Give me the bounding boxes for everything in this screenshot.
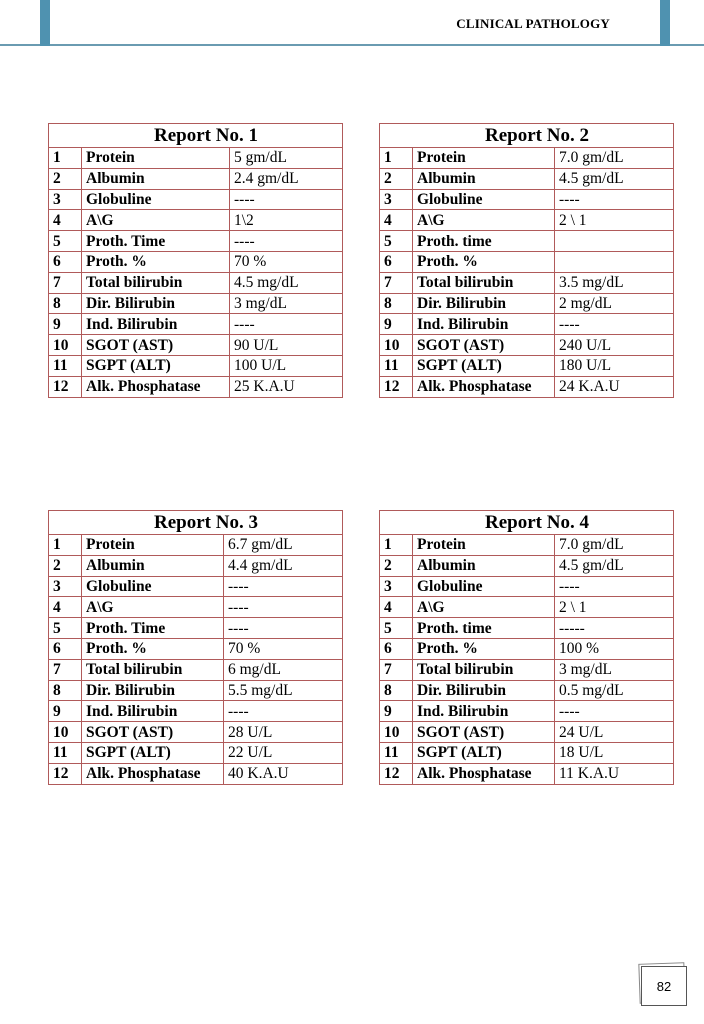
test-value: 24 U/L bbox=[555, 722, 674, 743]
test-name: Globuline bbox=[82, 576, 224, 597]
report-title: Report No. 4 bbox=[380, 511, 674, 535]
test-value: 3.5 mg/dL bbox=[555, 272, 674, 293]
test-name: Alk. Phosphatase bbox=[413, 763, 555, 784]
table-row bbox=[380, 597, 674, 618]
table-row bbox=[380, 251, 674, 272]
test-name: A\G bbox=[82, 597, 224, 618]
row-number: 12 bbox=[380, 763, 413, 784]
table-row bbox=[49, 576, 343, 597]
row-number: 8 bbox=[49, 293, 82, 314]
test-name: Total bilirubin bbox=[82, 659, 224, 680]
table-row bbox=[49, 272, 343, 293]
table-row bbox=[49, 638, 343, 659]
test-value bbox=[555, 231, 674, 252]
test-name: Protein bbox=[413, 535, 555, 556]
test-name: Proth. Time bbox=[82, 231, 230, 252]
row-number: 4 bbox=[49, 210, 82, 231]
row-number: 9 bbox=[380, 314, 413, 335]
table-row bbox=[380, 555, 674, 576]
test-value: 5.5 mg/dL bbox=[224, 680, 343, 701]
table-row bbox=[49, 742, 343, 763]
row-number: 2 bbox=[380, 555, 413, 576]
row-number: 11 bbox=[49, 355, 82, 376]
table-row bbox=[380, 742, 674, 763]
test-name: Alk. Phosphatase bbox=[82, 376, 230, 397]
table-row bbox=[380, 535, 674, 556]
test-name: Alk. Phosphatase bbox=[82, 763, 224, 784]
table-row bbox=[380, 148, 674, 169]
table-row bbox=[49, 535, 343, 556]
test-name: Proth. time bbox=[413, 231, 555, 252]
row-number: 7 bbox=[380, 659, 413, 680]
table-row bbox=[380, 272, 674, 293]
row-number: 4 bbox=[380, 597, 413, 618]
row-number: 1 bbox=[49, 535, 82, 556]
row-number: 2 bbox=[380, 168, 413, 189]
test-name: Protein bbox=[82, 148, 230, 169]
table-row bbox=[380, 680, 674, 701]
test-name: SGOT (AST) bbox=[82, 722, 224, 743]
test-value: 4.5 mg/dL bbox=[230, 272, 343, 293]
row-number: 3 bbox=[380, 189, 413, 210]
test-name: Albumin bbox=[82, 168, 230, 189]
test-name: Proth. % bbox=[413, 251, 555, 272]
row-number: 12 bbox=[49, 763, 82, 784]
row-number: 9 bbox=[49, 314, 82, 335]
test-name: Globuline bbox=[413, 576, 555, 597]
row-number: 6 bbox=[380, 251, 413, 272]
test-value: 7.0 gm/dL bbox=[555, 535, 674, 556]
row-number: 9 bbox=[380, 701, 413, 722]
test-value: 3 mg/dL bbox=[555, 659, 674, 680]
table-row bbox=[380, 722, 674, 743]
test-name: SGPT (ALT) bbox=[413, 742, 555, 763]
test-value: 25 K.A.U bbox=[230, 376, 343, 397]
test-name: Dir. Bilirubin bbox=[413, 680, 555, 701]
table-row bbox=[49, 168, 343, 189]
test-value: 100 U/L bbox=[230, 355, 343, 376]
test-name: Globuline bbox=[413, 189, 555, 210]
table-row bbox=[49, 597, 343, 618]
table-row bbox=[49, 314, 343, 335]
report-table-1 bbox=[48, 123, 343, 398]
row-number: 2 bbox=[49, 168, 82, 189]
test-value: 6.7 gm/dL bbox=[224, 535, 343, 556]
row-number: 8 bbox=[380, 680, 413, 701]
test-value: 240 U/L bbox=[555, 335, 674, 356]
test-name: Proth. % bbox=[82, 251, 230, 272]
row-number: 5 bbox=[49, 231, 82, 252]
row-number: 10 bbox=[380, 722, 413, 743]
test-name: Ind. Bilirubin bbox=[82, 701, 224, 722]
test-value: 2.4 gm/dL bbox=[230, 168, 343, 189]
test-value: ---- bbox=[230, 231, 343, 252]
table-row bbox=[380, 314, 674, 335]
test-value: ---- bbox=[224, 576, 343, 597]
test-value: 5 gm/dL bbox=[230, 148, 343, 169]
test-name: Total bilirubin bbox=[82, 272, 230, 293]
test-name: SGOT (AST) bbox=[82, 335, 230, 356]
row-number: 6 bbox=[380, 638, 413, 659]
test-value: 3 mg/dL bbox=[230, 293, 343, 314]
table-row bbox=[380, 210, 674, 231]
header-rule bbox=[0, 44, 704, 46]
table-row bbox=[49, 251, 343, 272]
table-row bbox=[380, 376, 674, 397]
table-row bbox=[49, 680, 343, 701]
header-accent-left bbox=[40, 0, 50, 46]
test-name: Protein bbox=[82, 535, 224, 556]
table-row bbox=[380, 638, 674, 659]
row-number: 5 bbox=[49, 618, 82, 639]
test-value: 11 K.A.U bbox=[555, 763, 674, 784]
test-name: SGPT (ALT) bbox=[413, 355, 555, 376]
row-number: 1 bbox=[380, 148, 413, 169]
row-number: 9 bbox=[49, 701, 82, 722]
table-row bbox=[49, 355, 343, 376]
row-number: 2 bbox=[49, 555, 82, 576]
test-value: ---- bbox=[555, 189, 674, 210]
test-name: Alk. Phosphatase bbox=[413, 376, 555, 397]
table-row bbox=[380, 659, 674, 680]
test-value: ---- bbox=[230, 189, 343, 210]
row-number: 7 bbox=[380, 272, 413, 293]
test-value: ---- bbox=[555, 576, 674, 597]
test-value: 6 mg/dL bbox=[224, 659, 343, 680]
test-name: Albumin bbox=[413, 555, 555, 576]
row-number: 1 bbox=[49, 148, 82, 169]
test-name: Proth. % bbox=[413, 638, 555, 659]
row-number: 3 bbox=[49, 189, 82, 210]
test-value: ---- bbox=[224, 597, 343, 618]
row-number: 6 bbox=[49, 638, 82, 659]
report-title: Report No. 2 bbox=[380, 124, 674, 148]
test-name: Ind. Bilirubin bbox=[82, 314, 230, 335]
row-number: 1 bbox=[380, 535, 413, 556]
table-row bbox=[49, 618, 343, 639]
header-accent-right bbox=[660, 0, 670, 46]
running-header-title: CLINICAL PATHOLOGY bbox=[456, 16, 610, 31]
table-row bbox=[380, 189, 674, 210]
table-row bbox=[49, 210, 343, 231]
table-row bbox=[380, 231, 674, 252]
table-row bbox=[49, 148, 343, 169]
table-row bbox=[49, 189, 343, 210]
test-value: 180 U/L bbox=[555, 355, 674, 376]
test-name: Albumin bbox=[413, 168, 555, 189]
row-number: 5 bbox=[380, 618, 413, 639]
test-name: Ind. Bilirubin bbox=[413, 314, 555, 335]
test-value: 100 % bbox=[555, 638, 674, 659]
test-name: SGOT (AST) bbox=[413, 335, 555, 356]
report-table-4 bbox=[379, 510, 674, 785]
test-value: 90 U/L bbox=[230, 335, 343, 356]
test-value: 2 \ 1 bbox=[555, 597, 674, 618]
test-value: 40 K.A.U bbox=[224, 763, 343, 784]
test-name: Total bilirubin bbox=[413, 272, 555, 293]
test-name: Proth. Time bbox=[82, 618, 224, 639]
test-name: Total bilirubin bbox=[413, 659, 555, 680]
test-value: 7.0 gm/dL bbox=[555, 148, 674, 169]
table-row bbox=[49, 376, 343, 397]
test-value: 4.5 gm/dL bbox=[555, 555, 674, 576]
page-number: 82 bbox=[641, 966, 687, 1006]
test-name: A\G bbox=[413, 597, 555, 618]
row-number: 4 bbox=[380, 210, 413, 231]
row-number: 12 bbox=[49, 376, 82, 397]
row-number: 7 bbox=[49, 272, 82, 293]
row-number: 11 bbox=[380, 355, 413, 376]
table-row bbox=[380, 701, 674, 722]
table-row bbox=[380, 618, 674, 639]
table-row bbox=[49, 335, 343, 356]
test-name: SGPT (ALT) bbox=[82, 355, 230, 376]
test-value: 1\2 bbox=[230, 210, 343, 231]
test-value: ---- bbox=[224, 618, 343, 639]
test-value bbox=[555, 251, 674, 272]
table-row bbox=[380, 576, 674, 597]
test-value: ---- bbox=[555, 701, 674, 722]
test-name: Proth. time bbox=[413, 618, 555, 639]
table-row bbox=[49, 701, 343, 722]
row-number: 8 bbox=[49, 680, 82, 701]
test-name: Protein bbox=[413, 148, 555, 169]
test-name: SGPT (ALT) bbox=[82, 742, 224, 763]
row-number: 10 bbox=[49, 722, 82, 743]
report-title: Report No. 3 bbox=[49, 511, 343, 535]
test-value: 70 % bbox=[230, 251, 343, 272]
test-name: Ind. Bilirubin bbox=[413, 701, 555, 722]
row-number: 12 bbox=[380, 376, 413, 397]
test-name: A\G bbox=[82, 210, 230, 231]
table-row bbox=[49, 722, 343, 743]
row-number: 11 bbox=[49, 742, 82, 763]
row-number: 3 bbox=[49, 576, 82, 597]
report-table-2 bbox=[379, 123, 674, 398]
row-number: 7 bbox=[49, 659, 82, 680]
test-name: Dir. Bilirubin bbox=[413, 293, 555, 314]
test-value: 4.4 gm/dL bbox=[224, 555, 343, 576]
table-row bbox=[49, 231, 343, 252]
test-name: Dir. Bilirubin bbox=[82, 680, 224, 701]
test-value: 22 U/L bbox=[224, 742, 343, 763]
test-value: 28 U/L bbox=[224, 722, 343, 743]
test-name: Globuline bbox=[82, 189, 230, 210]
test-name: SGOT (AST) bbox=[413, 722, 555, 743]
report-title: Report No. 1 bbox=[49, 124, 343, 148]
test-value: 24 K.A.U bbox=[555, 376, 674, 397]
test-value: 70 % bbox=[224, 638, 343, 659]
test-name: Albumin bbox=[82, 555, 224, 576]
test-value: 2 \ 1 bbox=[555, 210, 674, 231]
table-row bbox=[49, 293, 343, 314]
row-number: 10 bbox=[49, 335, 82, 356]
table-row bbox=[380, 168, 674, 189]
row-number: 6 bbox=[49, 251, 82, 272]
row-number: 11 bbox=[380, 742, 413, 763]
table-row bbox=[380, 335, 674, 356]
table-row bbox=[49, 555, 343, 576]
test-value: 18 U/L bbox=[555, 742, 674, 763]
row-number: 4 bbox=[49, 597, 82, 618]
test-value: ----- bbox=[555, 618, 674, 639]
test-value: ---- bbox=[555, 314, 674, 335]
test-name: Proth. % bbox=[82, 638, 224, 659]
row-number: 5 bbox=[380, 231, 413, 252]
test-value: 4.5 gm/dL bbox=[555, 168, 674, 189]
table-row bbox=[49, 763, 343, 784]
table-row bbox=[380, 763, 674, 784]
report-table-3 bbox=[48, 510, 343, 785]
test-value: ---- bbox=[224, 701, 343, 722]
table-row bbox=[380, 293, 674, 314]
test-value: 0.5 mg/dL bbox=[555, 680, 674, 701]
row-number: 3 bbox=[380, 576, 413, 597]
test-value: ---- bbox=[230, 314, 343, 335]
row-number: 8 bbox=[380, 293, 413, 314]
row-number: 10 bbox=[380, 335, 413, 356]
test-name: Dir. Bilirubin bbox=[82, 293, 230, 314]
test-name: A\G bbox=[413, 210, 555, 231]
test-value: 2 mg/dL bbox=[555, 293, 674, 314]
table-row bbox=[49, 659, 343, 680]
table-row bbox=[380, 355, 674, 376]
